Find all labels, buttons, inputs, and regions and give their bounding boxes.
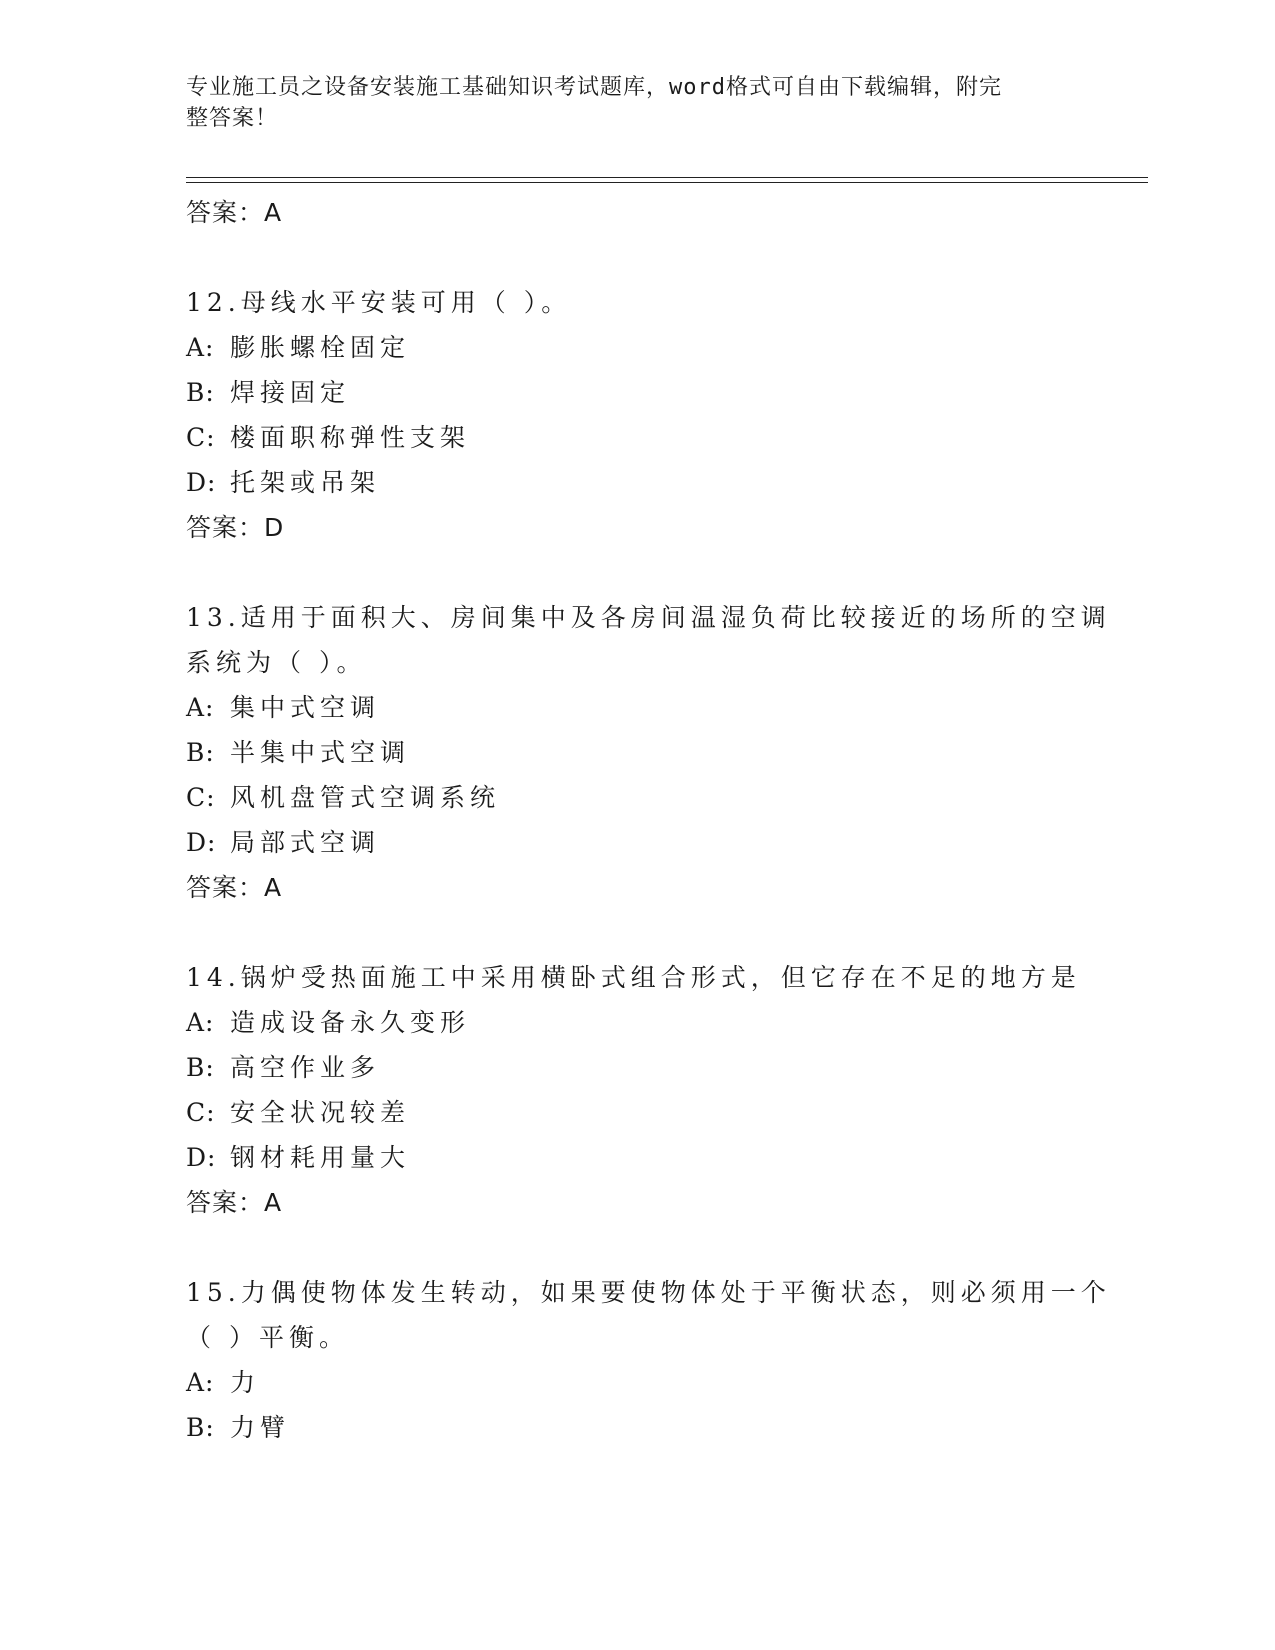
option-b: [186, 370, 1146, 415]
option-key: C:: [186, 1098, 216, 1127]
question-list: [186, 190, 1146, 1450]
option-c: [186, 415, 1146, 460]
option-a: [186, 1000, 1146, 1045]
option-text: 托架或吊架: [230, 468, 381, 497]
spacer: [186, 550, 1146, 595]
option-key: B:: [186, 738, 215, 767]
answer-value: A: [264, 198, 283, 227]
header-line-1: 专业施工员之设备安装施工基础知识考试题库，word格式可自由下载编辑，附完: [186, 75, 1002, 100]
option-text: 集中式空调: [230, 693, 381, 722]
option-a: [186, 1360, 1146, 1405]
answer-value: D: [264, 513, 285, 542]
option-text: 力: [230, 1368, 261, 1397]
option-b: [186, 1045, 1146, 1090]
question-text: 14.锅炉受热面施工中采用横卧式组合形式，但它存在不足的地方是: [186, 963, 1081, 992]
answer-line: [186, 505, 1146, 550]
question-text-continued: 系统为（ ）。: [186, 648, 367, 677]
option-b: [186, 730, 1146, 775]
option-text: 力臂: [230, 1413, 291, 1442]
option-c: [186, 1090, 1146, 1135]
option-text: 高空作业多: [230, 1053, 381, 1082]
question-block: [186, 955, 1146, 1225]
option-text: 安全状况较差: [230, 1098, 411, 1127]
spacer: [186, 235, 1146, 280]
question-text-continued: （ ）平衡。: [186, 1323, 349, 1352]
answer-label: 答案：: [186, 198, 265, 227]
question-block: [186, 280, 1146, 550]
option-key: A:: [186, 1008, 215, 1037]
option-text: 半集中式空调: [230, 738, 411, 767]
option-d: [186, 460, 1146, 505]
question-text: 15.力偶使物体发生转动，如果要使物体处于平衡状态，则必须用一个: [186, 1278, 1111, 1307]
option-key: B:: [186, 1053, 215, 1082]
question-block: [186, 1270, 1146, 1450]
option-key: A:: [186, 1368, 215, 1397]
header-line-2: 整答案！: [186, 106, 279, 131]
option-key: C:: [186, 423, 216, 452]
question-text: 13.适用于面积大、房间集中及各房间温湿负荷比较接近的场所的空调: [186, 603, 1111, 632]
option-key: A:: [186, 693, 215, 722]
answer-value: A: [264, 873, 283, 902]
option-a: [186, 685, 1146, 730]
option-text: 焊接固定: [230, 378, 351, 407]
answer-label: 答案：: [186, 873, 265, 902]
option-text: 膨胀螺栓固定: [230, 333, 411, 362]
option-key: C:: [186, 783, 216, 812]
answer-line: [186, 190, 1146, 235]
answer-line: [186, 1180, 1146, 1225]
answer-label: 答案：: [186, 513, 265, 542]
option-key: D:: [186, 828, 217, 857]
option-key: B:: [186, 378, 215, 407]
header-divider-bottom: [186, 182, 1148, 183]
option-d: [186, 820, 1146, 865]
option-text: 楼面职称弹性支架: [230, 423, 471, 452]
option-b: [186, 1405, 1146, 1450]
option-key: D:: [186, 1143, 217, 1172]
header-divider-top: [186, 177, 1148, 178]
option-text: 风机盘管式空调系统: [230, 783, 501, 812]
spacer: [186, 1225, 1146, 1270]
answer-value: A: [264, 1188, 283, 1217]
option-key: A:: [186, 333, 215, 362]
answer-label: 答案：: [186, 1188, 265, 1217]
option-c: [186, 775, 1146, 820]
question-block: [186, 595, 1146, 910]
option-d: [186, 1135, 1146, 1180]
spacer: [186, 910, 1146, 955]
option-text: 钢材耗用量大: [230, 1143, 411, 1172]
answer-line: [186, 865, 1146, 910]
option-key: B:: [186, 1413, 215, 1442]
document-header: [186, 72, 1066, 134]
option-text: 造成设备永久变形: [230, 1008, 471, 1037]
option-a: [186, 325, 1146, 370]
question-text: 12.母线水平安装可用（ ）。: [186, 288, 572, 317]
option-text: 局部式空调: [230, 828, 381, 857]
option-key: D:: [186, 468, 217, 497]
